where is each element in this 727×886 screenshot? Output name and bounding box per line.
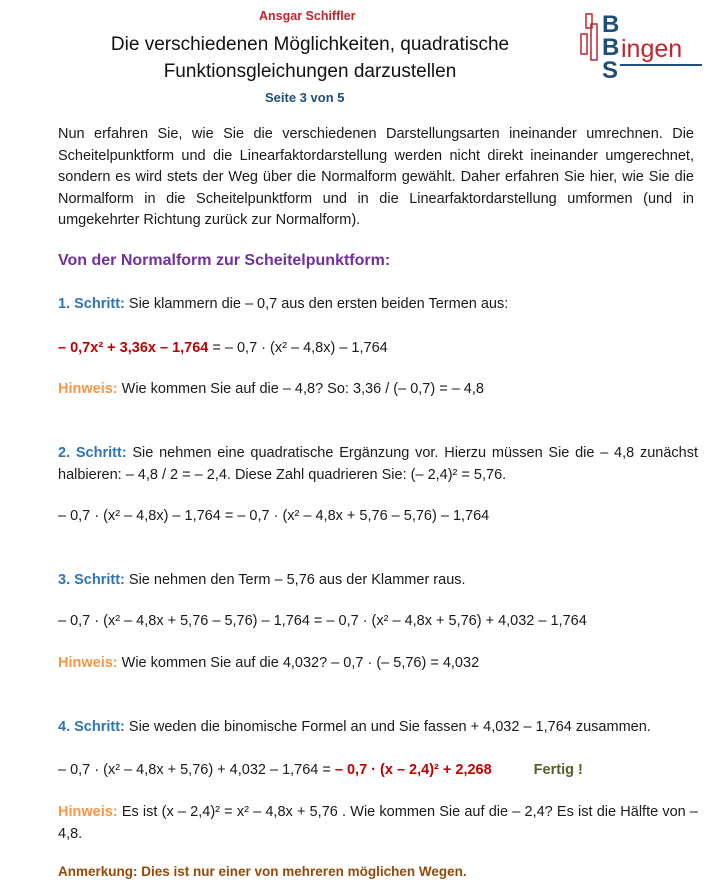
step1-hint-text: Wie kommen Sie auf die – 4,8? So: 3,36 / (– 0,7) = – 4,8 (117, 381, 484, 397)
page-indicator: Seite 3 von 5 (265, 90, 345, 105)
author-name: Ansgar Schiffler (259, 9, 356, 23)
step4-hint (58, 802, 698, 845)
step1-text: Sie klammern die – 0,7 aus den ersten beiden Termen aus: (124, 296, 509, 312)
step4-hint-text: Es ist (x – 2,4)² = x² – 4,8x + 5,76 . Wie kommen Sie auf die – 2,4? Es ist die Hälfte von – 4,8. (58, 804, 698, 842)
logo-letter-s: S (602, 57, 619, 82)
step4-instruction (58, 717, 651, 739)
logo-word: ingen (621, 35, 683, 63)
step4-equation (58, 760, 583, 782)
step4-text: Sie weden die binomische Formel an und Sie fassen + 4,032 – 1,764 zusammen. (124, 719, 651, 735)
step3-instruction (58, 570, 466, 592)
step1-hint-label: Hinweis: (58, 381, 118, 397)
step3-hint-label: Hinweis: (58, 655, 118, 671)
step3-hint (58, 653, 479, 675)
step1-instruction (58, 294, 508, 316)
closing-note: Anmerkung: Dies ist nur einer von mehreren möglichen Wegen. (58, 864, 467, 879)
done-label: Fertig ! (533, 762, 583, 778)
step4-label: 4. Schritt: (58, 719, 125, 735)
section-title: Von der Normalform zur Scheitelpunktform: (58, 252, 391, 269)
step1-eq-rest: = – 0,7 · (x² – 4,8x) – 1,764 (208, 340, 388, 356)
step2-text: Sie nehmen eine quadratische Ergänzung vor. Hierzu müssen Sie die – 4,8 zunächst halbieren: – 4,8 / 2 = – 2,4. Diese Zahl quadrieren Sie: (– 2,4)² = 5,76. (58, 445, 698, 483)
intro-paragraph: Nun erfahren Sie, wie Sie die verschiedenen Darstellungsarten ineinander umrechnen. Die Scheitelpunktform und die Linearfaktordarstellung werden nicht direkt ineinander umgerechnet, sondern es wird stets der Weg über die Normalform gewählt. Daher erfahren Sie hier, wie Sie die Normalform in die Scheitelpunktform und in die Linearfaktordarstellung umformen (und in umgekehrter Richtung zurück zur Normalform). (58, 126, 694, 228)
step2-equation: – 0,7 · (x² – 4,8x) – 1,764 = – 0,7 · (x² – 4,8x + 5,76 – 5,76) – 1,764 (58, 508, 490, 524)
step1-hint (58, 379, 484, 401)
step3-text: Sie nehmen den Term – 5,76 aus der Klammer raus. (124, 572, 466, 588)
step3-hint-text: Wie kommen Sie auf die 4,032? – 0,7 · (– 5,76) = 4,032 (117, 655, 480, 671)
logo-letter-b2: B (602, 34, 620, 61)
bbs-bingen-logo (578, 10, 708, 82)
step3-equation: – 0,7 · (x² – 4,8x + 5,76 – 5,76) – 1,764 = – 0,7 · (x² – 4,8x + 5,76) + 4,032 – 1,764 (58, 613, 587, 629)
step4-eq-rest: – 0,7 · (x² – 4,8x + 5,76) + 4,032 – 1,764 = (58, 762, 335, 778)
step3-label: 3. Schritt: (58, 572, 125, 588)
step2-label: 2. Schritt: (58, 445, 127, 461)
step1-equation (58, 338, 388, 360)
step4-eq-highlight: – 0,7 · (x – 2,4)² + 2,268 (334, 762, 492, 778)
page-title-line1: Die verschiedenen Möglichkeiten, quadratische (110, 34, 510, 55)
page-title-line2: Funktionsgleichungen darzustellen (163, 61, 457, 82)
step1-eq-highlight: – 0,7x² + 3,36x – 1,764 (58, 340, 209, 356)
logo-letter-b1: B (602, 11, 620, 38)
step2-instruction (58, 443, 698, 486)
step4-hint-label: Hinweis: (58, 804, 118, 820)
step1-label: 1. Schritt: (58, 296, 125, 312)
